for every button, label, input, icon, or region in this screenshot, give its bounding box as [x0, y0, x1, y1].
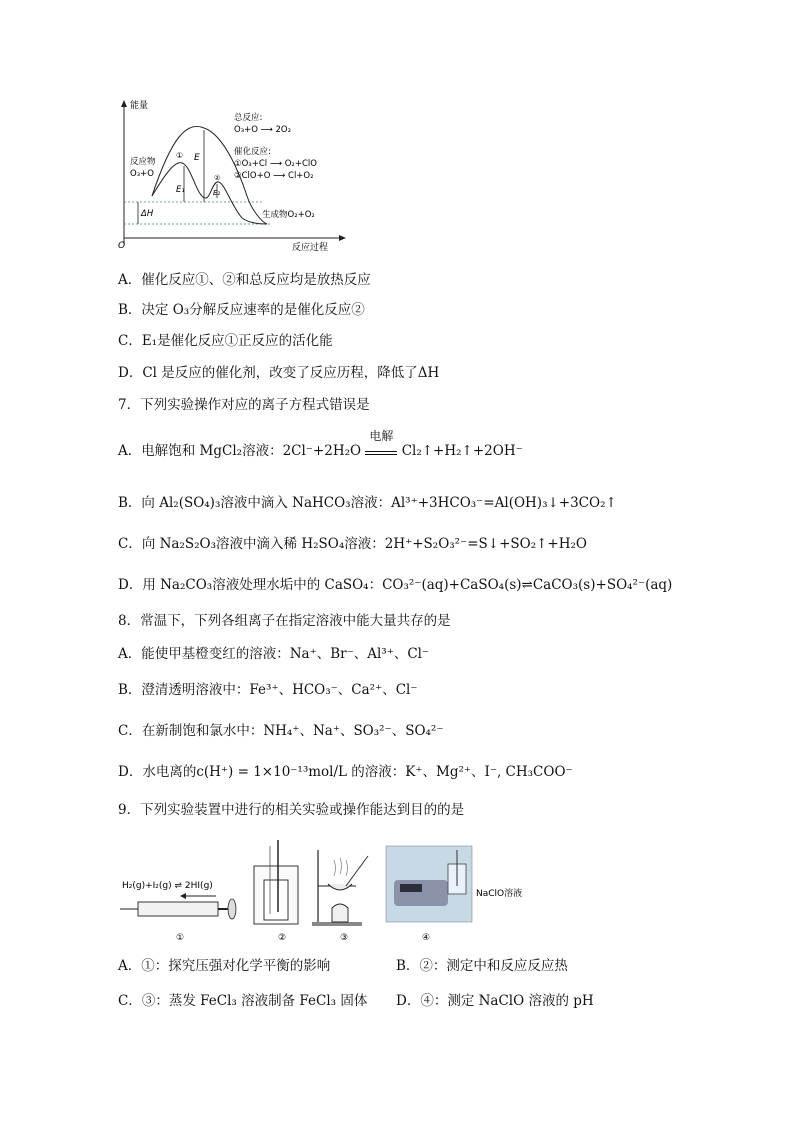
- q7-a-right: Cl₂↑+H₂↑+2OH⁻: [401, 443, 523, 459]
- syringe-barrel: [138, 902, 218, 916]
- q7-stem: 7．下列实验操作对应的离子方程式错误是: [118, 397, 370, 413]
- energy-profile-diagram: [112, 96, 352, 256]
- origin-label: O: [118, 241, 126, 251]
- q9-option-d: D．④：测定 NaClO 溶液的 pH: [396, 993, 594, 1009]
- q8-option-b: B．澄清透明溶液中：Fe³⁺、HCO₃⁻、Ca²⁺、Cl⁻: [118, 682, 418, 698]
- q7-a-left: A．电解饱和 MgCl₂溶液：2Cl⁻+2H₂O: [118, 443, 362, 459]
- q6-option-b: B．决定 O₃分解反应速率的是催化反应②: [118, 302, 365, 318]
- push-arrowhead: [180, 893, 186, 899]
- electrolysis-label: 电解: [369, 429, 394, 443]
- stand-base: [312, 922, 362, 926]
- q9-option-c: C．③：蒸发 FeCl₃ 溶液制备 FeCl₃ 固体: [118, 993, 368, 1009]
- q9-stem: 9．下列实验装置中进行的相关实验或操作能达到目的的是: [118, 802, 465, 818]
- catalytic-eq2: ②ClO+O ⟶ Cl+O₂: [234, 171, 314, 181]
- q8-stem: 8．常温下，下列各组离子在指定溶液中能大量共存的是: [118, 613, 451, 629]
- syringe-handle: [228, 899, 236, 919]
- fig-label-4: ④: [422, 933, 431, 943]
- total-reaction-eq: O₃+O ⟶ 2O₂: [234, 125, 292, 135]
- label-e1: E₁: [176, 185, 185, 195]
- alcohol-lamp: [332, 904, 348, 922]
- syringe-equation: H₂(g)+I₂(g) ⇌ 2HI(g): [122, 881, 213, 891]
- marker-2: ②: [214, 174, 221, 182]
- marker-1: ①: [176, 151, 184, 160]
- electrolysis-condition: [365, 429, 397, 455]
- label-e: E: [194, 153, 200, 163]
- evaporating-dish: [328, 884, 352, 890]
- reactants-formula: O₃+O: [130, 169, 154, 179]
- calorimeter-inner: [264, 880, 288, 920]
- fig-label-3: ③: [340, 933, 349, 943]
- q9-option-b: B．②：测定中和反应反应热: [396, 958, 568, 974]
- total-reaction-title: 总反应:: [234, 113, 263, 123]
- q6-option-a: A．催化反应①、②和总反应均是放热反应: [118, 272, 371, 288]
- q7-option-b: B．向 Al₂(SO₄)₃溶液中滴入 NaHCO₃溶液：Al³⁺+3HCO₃⁻=Al(OH)₃↓+3CO₂↑: [118, 495, 617, 511]
- label-e2: E₂: [213, 189, 221, 197]
- steam: [334, 858, 348, 876]
- products-label: 生成物O₂+O₂: [262, 210, 315, 220]
- reactants-label: 反应物: [130, 157, 156, 167]
- q7-option-d: D．用 Na₂CO₃溶液处理水垢中的 CaSO₄：CO₃²⁻(aq)+CaSO₄(s)⇌CaCO₃(s)+SO₄²⁻(aq): [118, 577, 673, 593]
- q8-option-d: D．水电离的c(H⁺) = 1×10⁻¹³mol/L 的溶液：K⁺、Mg²⁺、I⁻, CH₃COO⁻: [118, 764, 573, 780]
- fig-label-2: ②: [278, 933, 287, 943]
- apparatus-figure: [118, 836, 538, 944]
- naclo-label: NaClO溶液: [476, 889, 523, 899]
- ph-meter-display: [400, 884, 422, 892]
- q8-option-c: C．在新制饱和氯水中：NH₄⁺、Na⁺、SO₃²⁻、SO₄²⁻: [118, 723, 444, 739]
- catalytic-eq1: ①O₃+Cl ⟶ O₂+ClO: [234, 159, 317, 169]
- q6-option-d: D．Cl 是反应的催化剂，改变了反应历程，降低了ΔH: [118, 365, 440, 381]
- x-axis-arrow: [339, 235, 346, 241]
- q7-option-c: C．向 Na₂S₂O₃溶液中滴入稀 H₂SO₄溶液：2H⁺+S₂O₃²⁻=S↓+SO₂↑+H₂O: [118, 536, 587, 552]
- glass-rod: [346, 856, 368, 886]
- catalytic-title: 催化反应:: [234, 147, 271, 157]
- q8-option-a: A．能使甲基橙变红的溶液：Na⁺、Br⁻、Al³⁺、Cl⁻: [118, 646, 430, 662]
- y-axis-arrow: [121, 100, 127, 107]
- ph-meter-body: [394, 880, 448, 906]
- q9-option-a: A．①：探究压强对化学平衡的影响: [118, 958, 331, 974]
- equals-bar: [365, 451, 397, 455]
- y-axis-label: 能量: [130, 101, 149, 111]
- q7-option-a: [118, 429, 523, 460]
- fig-label-1: ①: [176, 933, 185, 943]
- q6-option-c: C．E₁是催化反应①正反应的活化能: [118, 333, 333, 349]
- label-dh: ΔH: [141, 209, 154, 219]
- x-axis-label: 反应过程: [292, 243, 329, 253]
